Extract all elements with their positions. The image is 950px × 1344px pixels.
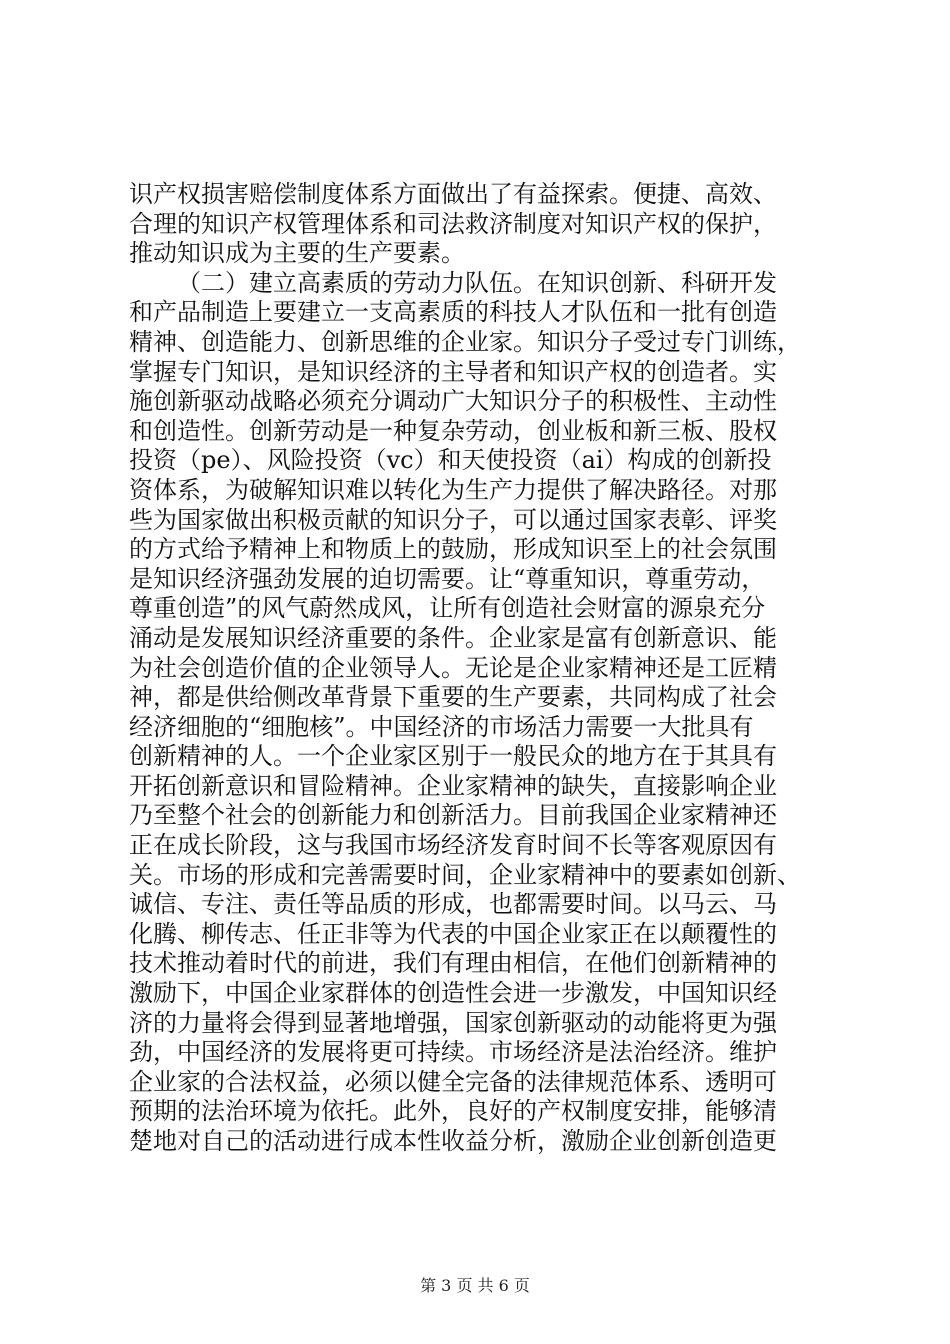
text-line: 正在成长阶段，这与我国市场经济发育时间不长等客观原因有	[129, 831, 777, 860]
text-line: 投资（pe）、风险投资（vc）和天使投资（ai）构成的创新投	[129, 446, 772, 475]
text-line: 和创造性。创新劳动是一种复杂劳动，创业板和新三板、股权	[129, 416, 777, 445]
paragraph-start-line: （二）建立高素质的劳动力队伍。在知识创新、科研开发	[177, 268, 777, 297]
text-line: 诚信、专注、责任等品质的形成，也都需要时间。以马云、马	[129, 890, 777, 919]
text-line: 创新精神的人。一个企业家区别于一般民众的地方在于其具有	[129, 742, 777, 771]
text-line: 的方式给予精神上和物质上的鼓励，形成知识至上的社会氛围	[129, 535, 777, 564]
text-line: 经济细胞的“细胞核”。中国经济的市场活力需要一大批具有	[129, 712, 754, 741]
text-line: 为社会创造价值的企业领导人。无论是企业家精神还是工匠精	[129, 653, 777, 682]
page-number-label: 第 3 页 共 6 页	[420, 1276, 530, 1295]
text-line: 掌握专门知识，是知识经济的主导者和知识产权的创造者。实	[129, 357, 777, 386]
text-line: 开拓创新意识和冒险精神。企业家精神的缺失，直接影响企业	[129, 771, 777, 800]
text-line: 些为国家做出积极贡献的知识分子，可以通过国家表彰、评奖	[129, 505, 777, 534]
text-line: 资体系，为破解知识难以转化为生产力提供了解决路径。对那	[129, 475, 777, 504]
text-line: 尊重创造”的风气蔚然成风，让所有创造社会财富的源泉充分	[129, 594, 766, 623]
text-line: 楚地对自己的活动进行成本性收益分析，激励企业创新创造更	[129, 1127, 777, 1155]
text-line: 识产权损害赔偿制度体系方面做出了有益探索。便捷、高效、	[129, 180, 777, 208]
text-line: 预期的法治环境为依托。此外，良好的产权制度安排，能够清	[129, 1097, 777, 1126]
text-line: 济的力量将会得到显著地增强，国家创新驱动的动能将更为强	[129, 1008, 777, 1037]
text-line: 化腾、柳传志、任正非等为代表的中国企业家正在以颠覆性的	[129, 919, 777, 948]
body-text	[129, 180, 829, 1157]
text-line: 劲，中国经济的发展将更可持续。市场经济是法治经济。维护	[129, 1038, 777, 1067]
page-footer	[0, 1273, 950, 1296]
text-line: 和产品制造上要建立一支高素质的科技人才队伍和一批有创造	[129, 298, 777, 327]
text-line: 技术推动着时代的前进，我们有理由相信，在他们创新精神的	[129, 949, 777, 978]
text-line: 乃至整个社会的创新能力和创新活力。目前我国企业家精神还	[129, 801, 777, 830]
text-line: 关。市场的形成和完善需要时间，企业家精神中的要素如创新、	[129, 860, 801, 889]
text-line: 涌动是发展知识经济重要的条件。企业家是富有创新意识、能	[129, 623, 777, 652]
text-line: 神，都是供给侧改革背景下重要的生产要素，共同构成了社会	[129, 683, 777, 712]
text-line: 企业家的合法权益，必须以健全完备的法律规范体系、透明可	[129, 1067, 777, 1096]
text-line: 推动知识成为主要的生产要素。	[129, 239, 465, 268]
text-line: 合理的知识产权管理体系和司法救济制度对知识产权的保护，	[129, 209, 777, 238]
text-line: 激励下，中国企业家群体的创造性会进一步激发，中国知识经	[129, 979, 777, 1008]
text-line: 精神、创造能力、创新思维的企业家。知识分子受过专门训练，	[129, 327, 801, 356]
text-line: 施创新驱动战略必须充分调动广大知识分子的积极性、主动性	[129, 387, 777, 416]
text-line: 是知识经济强劲发展的迫切需要。让“尊重知识，尊重劳动，	[129, 564, 766, 593]
